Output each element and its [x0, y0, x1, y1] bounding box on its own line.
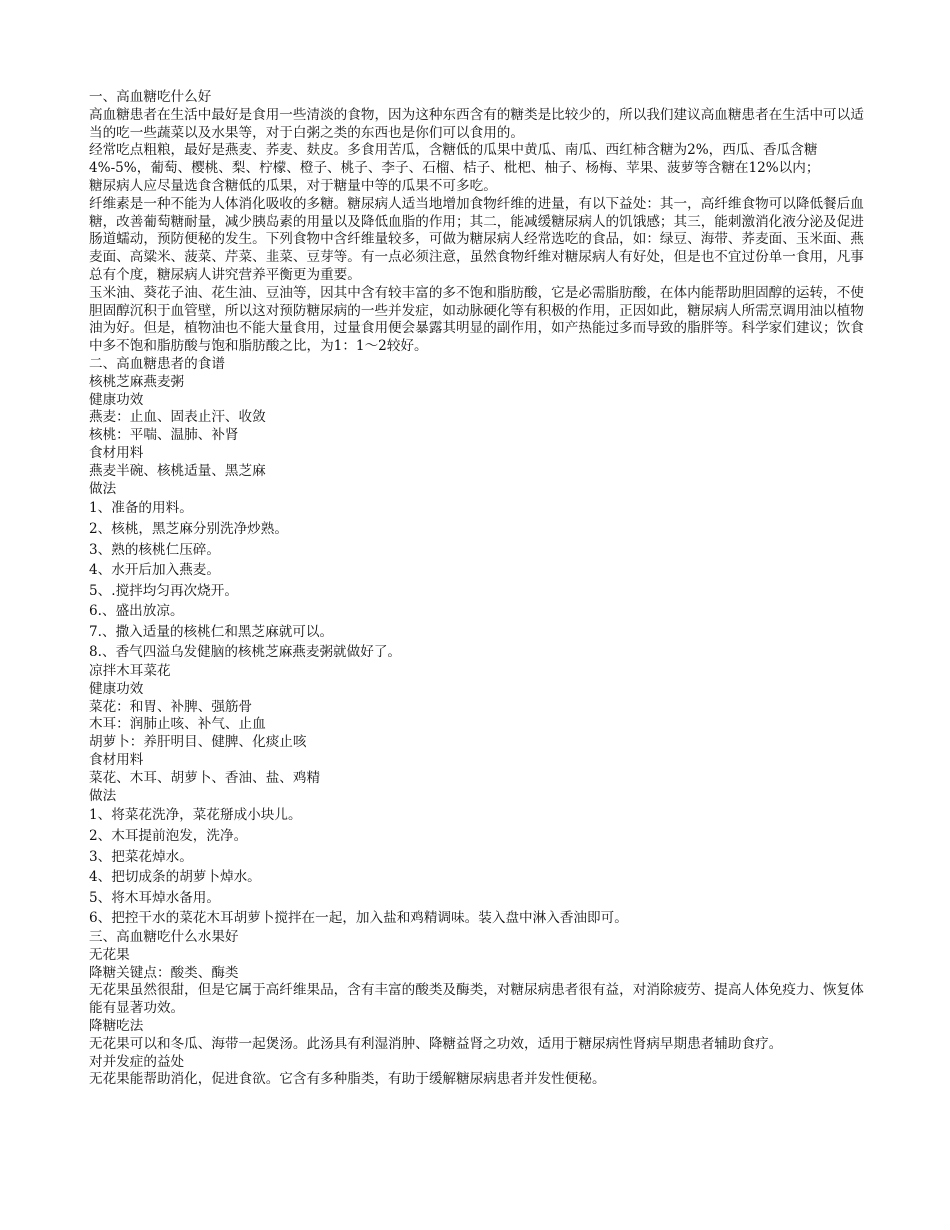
- section-heading-2: 二、高血糖患者的食谱: [89, 355, 225, 372]
- benefit-item: 胡萝卜：养肝明目、健脾、化痰止咳: [89, 734, 307, 751]
- method-label: 做法: [89, 480, 117, 497]
- recipe-step: 4、把切成条的胡萝卜焯水。: [89, 869, 261, 886]
- recipe-title: 核桃芝麻燕麦粥: [89, 373, 185, 390]
- benefit-item: 燕麦：止血、固表止汗、收敛: [89, 409, 266, 426]
- fruit-description: 无花果虽然很甜，但是它属于高纤维果品，含有丰富的酸类及酶类，对糖尿病患者很有益，对消除疲劳、提高人体免疫力、恢复体能有显著功效。: [89, 982, 864, 1017]
- recipe-step: 5、将木耳焯水备用。: [89, 889, 220, 906]
- recipe-step: 2、木耳提前泡发，洗净。: [89, 828, 248, 845]
- benefit-item: 木耳：润肺止咳、补气、止血: [89, 716, 266, 733]
- paragraph-low-sugar: 糖尿病人应尽量选食含糖低的瓜果，对于糖量中等的瓜果不可多吃。: [89, 177, 497, 194]
- recipe-step: 6、把控干水的菜花木耳胡萝卜搅拌在一起，加入盐和鸡精调味。装入盘中淋入香油即可。: [89, 910, 628, 927]
- recipe-title: 凉拌木耳菜花: [89, 663, 171, 680]
- section-heading-3: 三、高血糖吃什么水果好: [89, 929, 239, 946]
- recipe-step: 7.、撒入适量的核桃仁和黑芝麻就可以。: [89, 623, 334, 640]
- benefit-label: 健康功效: [89, 391, 144, 408]
- ingredients-label: 食材用料: [89, 444, 144, 461]
- recipe-step: 2、核桃，黑芝麻分别洗净炒熟。: [89, 520, 288, 537]
- method-label: 做法: [89, 787, 117, 804]
- fruit-name: 无花果: [89, 946, 130, 963]
- recipe-step: 3、把菜花焯水。: [89, 848, 193, 865]
- recipe-step: 1、准备的用料。: [89, 500, 193, 517]
- fruit-method-label: 降糖吃法: [89, 1018, 144, 1034]
- paragraph-intro: 高血糖患者在生活中最好是食用一些清淡的食物，因为这种东西含有的糖类是比较少的，所以我们建议高血糖患者在生活中可以适当的吃一些蔬菜以及水果等，对于白粥之类的东西也是你们可以食用的。: [89, 106, 864, 141]
- benefit-label: 健康功效: [89, 680, 144, 697]
- recipe-step: 6.、盛出放凉。: [89, 603, 184, 620]
- fruit-method: 无花果可以和冬瓜、海带一起煲汤。此汤具有利湿消肿、降糖益肾之功效，适用于糖尿病性肾病早期患者辅助食疗。: [89, 1035, 783, 1052]
- paragraph-oils: 玉米油、葵花子油、花生油、豆油等，因其中含有较丰富的多不饱和脂肪酸，它是必需脂肪酸，在体内能帮助胆固醇的运转，不使胆固醇沉积于血管壁，所以这对预防糖尿病的一些并发症，如动脉硬化等有积极的作用，正因如此，糖尿病人所需烹调用油以植物油为好。但是，植物油也不能大量食用，过量食用便会暴露其明显的副作用，如产热能过多而导致的脂胖等。科学家们建议；饮食中多不饱和脂肪酸与饱和脂肪酸之比，为1：1～2较好。: [89, 284, 864, 355]
- recipe-step: 4、水开后加入燕麦。: [89, 562, 220, 579]
- document-body: [89, 89, 871, 1089]
- ingredients-list: 燕麦半碗、核桃适量、黑芝麻: [89, 462, 266, 479]
- recipe-step: 5、.搅拌均匀再次烧开。: [89, 582, 238, 599]
- recipe-step: 8.、香气四溢乌发健脑的核桃芝麻燕麦粥就做好了。: [89, 644, 402, 661]
- fruit-benefit-label: 对并发症的益处: [89, 1053, 185, 1070]
- benefit-item: 核桃：平喘、温肺、补肾: [89, 427, 239, 444]
- paragraph-fiber: 纤维素是一种不能为人体消化吸收的多糖。糖尿病人适当地增加食物纤维的进量，有以下益处：其一，高纤维食物可以降低餐后血糖，改善葡萄糖耐量，减少胰岛素的用量以及降低血脂的作用；其二，能减缓糖尿病人的饥饿感；其三，能刺激消化液分泌及促进肠道蠕动，预防便秘的发生。下列食物中含纤维量较多，可做为糖尿病人经常选吃的食品，如：绿豆、海带、荞麦面、玉米面、燕麦面、高粱米、菠菜、芹菜、韭菜、豆芽等。有一点必须注意，虽然食物纤维对糖尿病人有好处，但是也不宜过份单一食用，凡事总有个度，糖尿病人讲究营养平衡更为重要。: [89, 195, 864, 283]
- fruit-benefit: 无花果能帮助消化，促进食欲。它含有多种脂类，有助于缓解糖尿病患者并发性便秘。: [89, 1071, 606, 1088]
- recipe-step: 3、熟的核桃仁压碎。: [89, 541, 220, 558]
- ingredients-list: 菜花、木耳、胡萝卜、香油、盐、鸡精: [89, 769, 321, 786]
- paragraph-grains-fruits: 经常吃点粗粮，最好是燕麦、荞麦、麸皮。多食用苦瓜，含糖低的瓜果中黄瓜、南瓜、西红柿含糖为2%，西瓜、香瓜含糖4%-5%，葡萄、樱桃、梨、柠檬、橙子、桃子、李子、石榴、桔子、枇杷、柚子、杨梅、苹果、菠萝等含糖在12%以内；: [89, 142, 820, 177]
- fruit-key-point: 降糖关键点：酸类、酶类: [89, 964, 239, 981]
- ingredients-label: 食材用料: [89, 752, 144, 769]
- recipe-step: 1、将菜花洗净，菜花掰成小块儿。: [89, 807, 302, 824]
- section-heading-1: 一、高血糖吃什么好: [89, 89, 212, 105]
- benefit-item: 菜花：和胃、补脾、强筋骨: [89, 698, 253, 715]
